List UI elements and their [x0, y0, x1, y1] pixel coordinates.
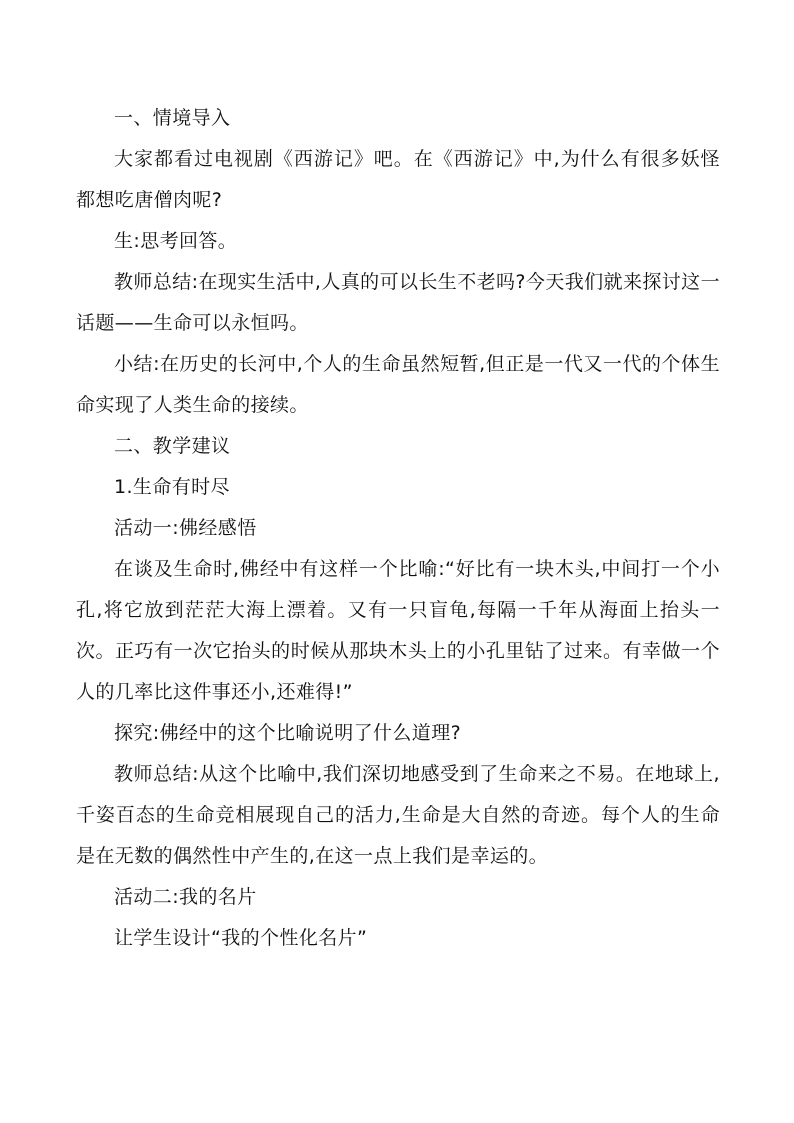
- subheading-life-limited: 1.生命有时尽: [114, 476, 230, 498]
- student-answer-paragraph: 生:思考回答。: [114, 230, 238, 252]
- section-heading-intro: 一、情境导入: [114, 107, 231, 129]
- activity-two-title: 活动二:我的名片: [114, 886, 257, 908]
- design-card-instruction: 让学生设计“我的个性化名片”: [114, 927, 368, 949]
- summary-paragraph: 小结:在历史的长河中,个人的生命虽然短暂,但正是一代又一代的个体生命实现了人类生命的接续。: [76, 353, 720, 416]
- teacher-summary-paragraph: 教师总结:在现实生活中,人真的可以长生不老吗?今天我们就来探讨这一话题——生命可以永恒吗。: [76, 271, 720, 334]
- activity-one-title: 活动一:佛经感悟: [114, 517, 257, 539]
- buddhist-analogy-paragraph: 在谈及生命时,佛经中有这样一个比喻:“好比有一块木头,中间打一个小孔,将它放到茫茫大海上漂着。又有一只盲龟,每隔一千年从海面上抬头一次。正巧有一次它抬头的时候从那块木头上的小孔里钻了过来。有幸做一个人的几率比这件事还小,还难得!”: [76, 558, 720, 703]
- intro-question-paragraph: 大家都看过电视剧《西游记》吧。在《西游记》中,为什么有很多妖怪都想吃唐僧肉呢?: [76, 148, 720, 211]
- section-heading-suggestions: 二、教学建议: [114, 435, 231, 457]
- teacher-summary-two-paragraph: 教师总结:从这个比喻中,我们深切地感受到了生命来之不易。在地球上,千姿百态的生命竞相展现自己的活力,生命是大自然的奇迹。每个人的生命是在无数的偶然性中产生的,在这一点上我们是幸运的。: [76, 763, 720, 867]
- exploration-question: 探究:佛经中的这个比喻说明了什么道理?: [114, 722, 462, 744]
- document-body: [76, 98, 720, 959]
